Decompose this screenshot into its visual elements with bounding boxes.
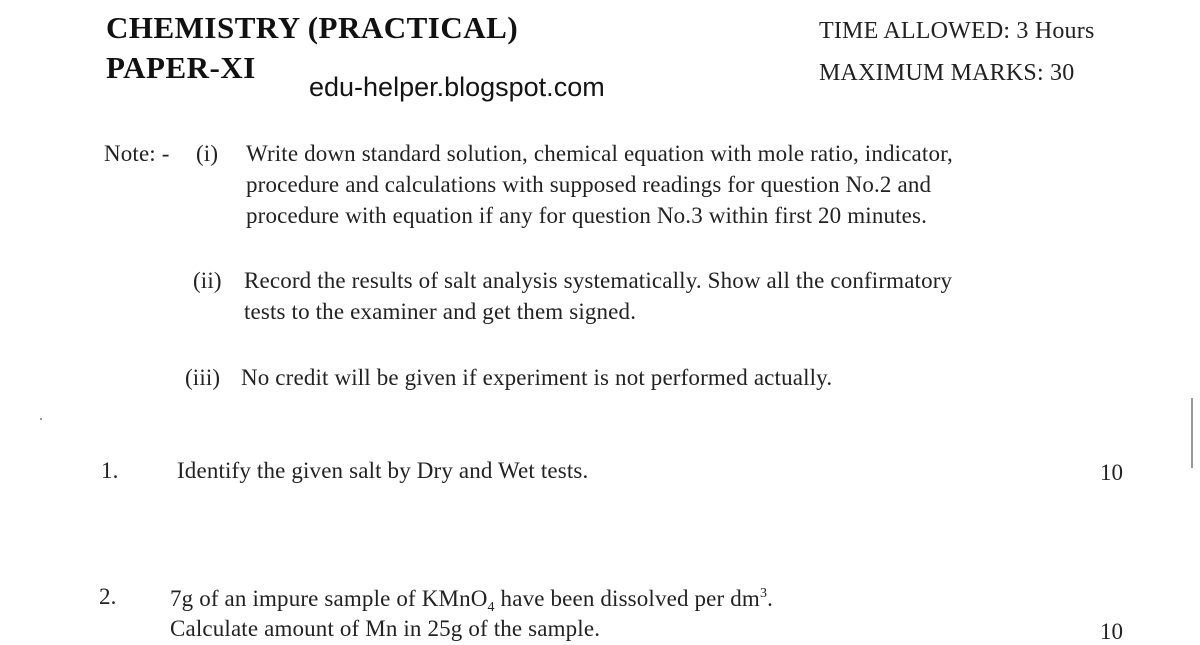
- note-ii-line: tests to the examiner and get them signed.: [244, 299, 637, 324]
- note-ii-number: (ii): [193, 268, 222, 293]
- note-i-line: procedure with equation if any for question No.3 within first 20 minutes.: [246, 203, 928, 228]
- paper-number: PAPER-XI: [106, 50, 256, 85]
- question-2-line-1: 7g of an impure sample of KMnO$_4$ have been dissolved per $dm^3$.: [170, 586, 774, 615]
- maximum-marks: MAXIMUM MARKS: 30: [819, 60, 1075, 86]
- watermark-url: edu-helper.blogspot.com: [309, 72, 605, 102]
- note-i-line: procedure and calculations with supposed readings for question No.2 and: [246, 172, 932, 197]
- note-prefix: Note: -: [104, 141, 170, 166]
- note-i-line: Write down standard solution, chemical equation with mole ratio, indicator,: [246, 141, 953, 166]
- question-1-number: 1.: [101, 458, 119, 483]
- scan-edge-mark: [1191, 398, 1193, 468]
- note-ii-line: Record the results of salt analysis systematically. Show all the confirmatory: [244, 268, 953, 293]
- note-iii-line: No credit will be given if experiment is not performed actually.: [241, 365, 833, 390]
- question-1-marks: 10: [1100, 460, 1123, 485]
- exam-title: CHEMISTRY (PRACTICAL): [106, 10, 519, 45]
- time-allowed: TIME ALLOWED: 3 Hours: [819, 18, 1095, 44]
- question-2-number: 2.: [99, 584, 117, 609]
- note-i-number: (i): [196, 141, 219, 166]
- question-2-line-2: Calculate amount of Mn in 25g of the sample.: [170, 616, 601, 641]
- note-iii-number: (iii): [185, 365, 221, 390]
- scan-dust-mark: [40, 418, 42, 420]
- question-1-text: Identify the given salt by Dry and Wet tests.: [177, 458, 589, 483]
- question-2-marks: 10: [1100, 619, 1123, 644]
